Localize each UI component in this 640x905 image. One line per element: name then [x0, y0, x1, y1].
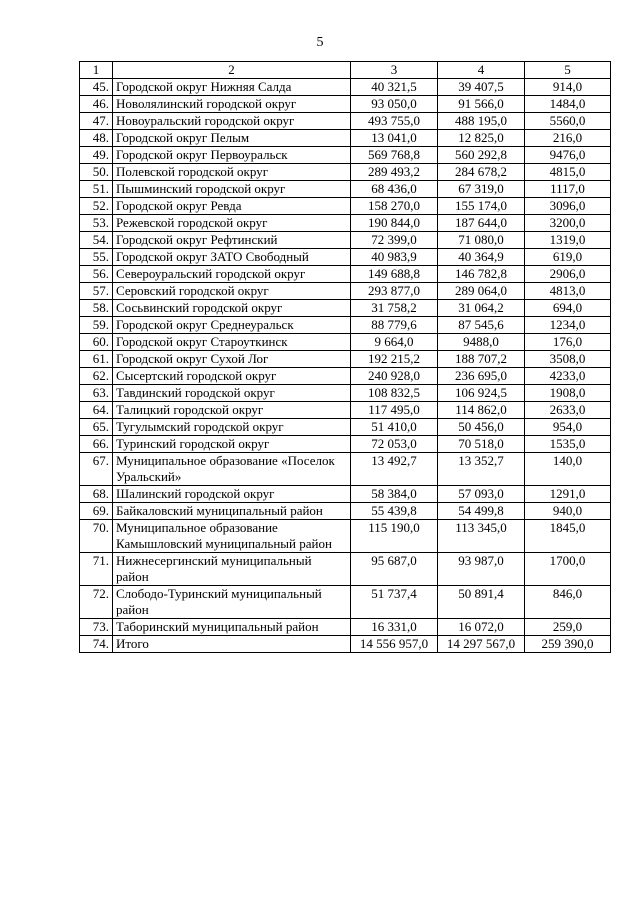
value-col5: 9476,0	[525, 147, 611, 164]
value-col5: 1908,0	[525, 385, 611, 402]
value-col4: 54 499,8	[438, 503, 525, 520]
value-col3: 115 190,0	[351, 520, 438, 553]
row-number: 65.	[80, 419, 113, 436]
municipality-name: Муниципальное образование Камышловский муниципальный район	[113, 520, 351, 553]
value-col5: 1700,0	[525, 553, 611, 586]
value-col4: 146 782,8	[438, 266, 525, 283]
table-row	[80, 283, 611, 300]
value-col5: 1117,0	[525, 181, 611, 198]
row-number: 57.	[80, 283, 113, 300]
value-col4: 106 924,5	[438, 385, 525, 402]
column-header-3: 3	[351, 62, 438, 79]
value-col3: 72 399,0	[351, 232, 438, 249]
table-row	[80, 164, 611, 181]
value-col5: 2906,0	[525, 266, 611, 283]
value-col3: 117 495,0	[351, 402, 438, 419]
value-col4: 284 678,2	[438, 164, 525, 181]
row-number: 68.	[80, 486, 113, 503]
value-col4: 87 545,6	[438, 317, 525, 334]
municipality-name: Байкаловский муниципальный район	[113, 503, 351, 520]
row-number: 53.	[80, 215, 113, 232]
table-row	[80, 385, 611, 402]
value-col3: 31 758,2	[351, 300, 438, 317]
value-col5: 1291,0	[525, 486, 611, 503]
value-col3: 240 928,0	[351, 368, 438, 385]
row-number: 61.	[80, 351, 113, 368]
value-col5: 1319,0	[525, 232, 611, 249]
value-col3: 293 877,0	[351, 283, 438, 300]
value-col4: 188 707,2	[438, 351, 525, 368]
value-col3: 9 664,0	[351, 334, 438, 351]
value-col4: 113 345,0	[438, 520, 525, 553]
table-row	[80, 300, 611, 317]
municipality-name: Городской округ Староуткинск	[113, 334, 351, 351]
value-col4: 31 064,2	[438, 300, 525, 317]
municipality-name: Пышминский городской округ	[113, 181, 351, 198]
value-col5: 3096,0	[525, 198, 611, 215]
value-col4: 50 891,4	[438, 586, 525, 619]
value-col3: 149 688,8	[351, 266, 438, 283]
value-col3: 72 053,0	[351, 436, 438, 453]
value-col4: 50 456,0	[438, 419, 525, 436]
municipality-name: Полевской городской округ	[113, 164, 351, 181]
column-header-2: 2	[113, 62, 351, 79]
municipality-name: Талицкий городской округ	[113, 402, 351, 419]
value-col4: 16 072,0	[438, 619, 525, 636]
value-col4: 40 364,9	[438, 249, 525, 266]
value-col4: 13 352,7	[438, 453, 525, 486]
value-col3: 68 436,0	[351, 181, 438, 198]
municipality-name: Нижнесергинский муниципальный район	[113, 553, 351, 586]
municipality-name: Сосьвинский городской округ	[113, 300, 351, 317]
value-col3: 51 737,4	[351, 586, 438, 619]
value-col5: 1535,0	[525, 436, 611, 453]
value-col5: 5560,0	[525, 113, 611, 130]
value-col3: 569 768,8	[351, 147, 438, 164]
row-number: 70.	[80, 520, 113, 553]
row-number: 64.	[80, 402, 113, 419]
value-col4: 488 195,0	[438, 113, 525, 130]
municipality-name: Таборинский муниципальный район	[113, 619, 351, 636]
value-col4: 187 644,0	[438, 215, 525, 232]
value-col5: 1845,0	[525, 520, 611, 553]
value-col5: 4815,0	[525, 164, 611, 181]
table-row	[80, 130, 611, 147]
value-col5: 1234,0	[525, 317, 611, 334]
value-col3: 16 331,0	[351, 619, 438, 636]
value-col3: 14 556 957,0	[351, 636, 438, 653]
table-row	[80, 419, 611, 436]
value-col5: 694,0	[525, 300, 611, 317]
table-row	[80, 249, 611, 266]
value-col3: 40 321,5	[351, 79, 438, 96]
table-header-row	[80, 62, 611, 79]
municipality-name: Серовский городской округ	[113, 283, 351, 300]
value-col5: 619,0	[525, 249, 611, 266]
value-col4: 560 292,8	[438, 147, 525, 164]
row-number: 72.	[80, 586, 113, 619]
table-row	[80, 486, 611, 503]
value-col4: 70 518,0	[438, 436, 525, 453]
value-col3: 190 844,0	[351, 215, 438, 232]
row-number: 46.	[80, 96, 113, 113]
value-col4: 9488,0	[438, 334, 525, 351]
table-row	[80, 351, 611, 368]
value-col4: 57 093,0	[438, 486, 525, 503]
row-number: 52.	[80, 198, 113, 215]
table-row	[80, 317, 611, 334]
value-col3: 158 270,0	[351, 198, 438, 215]
value-col4: 39 407,5	[438, 79, 525, 96]
municipality-name: Североуральский городской округ	[113, 266, 351, 283]
value-col5: 2633,0	[525, 402, 611, 419]
municipality-name: Городской округ Первоуральск	[113, 147, 351, 164]
value-col5: 176,0	[525, 334, 611, 351]
value-col5: 216,0	[525, 130, 611, 147]
municipality-name: Городской округ Пелым	[113, 130, 351, 147]
table-row	[80, 232, 611, 249]
value-col5: 259,0	[525, 619, 611, 636]
value-col5: 4233,0	[525, 368, 611, 385]
table-row	[80, 181, 611, 198]
value-col5: 3200,0	[525, 215, 611, 232]
value-col5: 940,0	[525, 503, 611, 520]
value-col3: 95 687,0	[351, 553, 438, 586]
value-col3: 13 492,7	[351, 453, 438, 486]
value-col4: 91 566,0	[438, 96, 525, 113]
column-header-5: 5	[525, 62, 611, 79]
value-col5: 4813,0	[525, 283, 611, 300]
municipality-name: Городской округ Нижняя Салда	[113, 79, 351, 96]
row-number: 67.	[80, 453, 113, 486]
table-row	[80, 198, 611, 215]
municipality-name: Сысертский городской округ	[113, 368, 351, 385]
value-col4: 14 297 567,0	[438, 636, 525, 653]
value-col3: 108 832,5	[351, 385, 438, 402]
table-row	[80, 520, 611, 553]
municipality-name: Туринский городской округ	[113, 436, 351, 453]
value-col4: 93 987,0	[438, 553, 525, 586]
municipality-name: Городской округ Ревда	[113, 198, 351, 215]
row-number: 58.	[80, 300, 113, 317]
municipality-name: Режевской городской округ	[113, 215, 351, 232]
table-row	[80, 147, 611, 164]
value-col5: 914,0	[525, 79, 611, 96]
table-row	[80, 586, 611, 619]
table-row	[80, 266, 611, 283]
row-number: 73.	[80, 619, 113, 636]
value-col5: 954,0	[525, 419, 611, 436]
value-col5: 140,0	[525, 453, 611, 486]
table-row	[80, 79, 611, 96]
row-number: 55.	[80, 249, 113, 266]
value-col3: 55 439,8	[351, 503, 438, 520]
table-row	[80, 215, 611, 232]
municipality-name: Городской округ Среднеуральск	[113, 317, 351, 334]
row-number: 50.	[80, 164, 113, 181]
table-row	[80, 113, 611, 130]
page-number: 5	[316, 35, 324, 50]
column-header-1: 1	[80, 62, 113, 79]
row-number: 69.	[80, 503, 113, 520]
table-row	[80, 334, 611, 351]
row-number: 48.	[80, 130, 113, 147]
municipality-name: Новоуральский городской округ	[113, 113, 351, 130]
row-number: 63.	[80, 385, 113, 402]
table-row	[80, 636, 611, 653]
table-row	[80, 619, 611, 636]
column-header-4: 4	[438, 62, 525, 79]
value-col3: 40 983,9	[351, 249, 438, 266]
row-number: 60.	[80, 334, 113, 351]
municipality-name: Итого	[113, 636, 351, 653]
municipality-name: Шалинский городской округ	[113, 486, 351, 503]
row-number: 74.	[80, 636, 113, 653]
value-col4: 289 064,0	[438, 283, 525, 300]
budget-table	[79, 61, 611, 653]
value-col5: 259 390,0	[525, 636, 611, 653]
row-number: 47.	[80, 113, 113, 130]
municipality-name: Новолялинский городской округ	[113, 96, 351, 113]
value-col3: 58 384,0	[351, 486, 438, 503]
row-number: 56.	[80, 266, 113, 283]
value-col3: 13 041,0	[351, 130, 438, 147]
row-number: 71.	[80, 553, 113, 586]
value-col5: 1484,0	[525, 96, 611, 113]
municipality-name: Слободо-Туринский муниципальный район	[113, 586, 351, 619]
value-col4: 67 319,0	[438, 181, 525, 198]
value-col4: 236 695,0	[438, 368, 525, 385]
municipality-name: Городской округ Рефтинский	[113, 232, 351, 249]
table-row	[80, 436, 611, 453]
row-number: 59.	[80, 317, 113, 334]
value-col5: 846,0	[525, 586, 611, 619]
value-col4: 12 825,0	[438, 130, 525, 147]
municipality-name: Городской округ Сухой Лог	[113, 351, 351, 368]
value-col3: 192 215,2	[351, 351, 438, 368]
table-row	[80, 402, 611, 419]
value-col4: 155 174,0	[438, 198, 525, 215]
value-col4: 71 080,0	[438, 232, 525, 249]
value-col3: 493 755,0	[351, 113, 438, 130]
row-number: 49.	[80, 147, 113, 164]
row-number: 66.	[80, 436, 113, 453]
value-col3: 93 050,0	[351, 96, 438, 113]
value-col4: 114 862,0	[438, 402, 525, 419]
value-col3: 289 493,2	[351, 164, 438, 181]
value-col3: 51 410,0	[351, 419, 438, 436]
municipality-name: Городской округ ЗАТО Свободный	[113, 249, 351, 266]
value-col3: 88 779,6	[351, 317, 438, 334]
table-row	[80, 503, 611, 520]
row-number: 54.	[80, 232, 113, 249]
table-row	[80, 96, 611, 113]
municipality-name: Тавдинский городской округ	[113, 385, 351, 402]
table-row	[80, 553, 611, 586]
row-number: 62.	[80, 368, 113, 385]
table-row	[80, 453, 611, 486]
value-col5: 3508,0	[525, 351, 611, 368]
municipality-name: Тугулымский городской округ	[113, 419, 351, 436]
table-row	[80, 368, 611, 385]
row-number: 51.	[80, 181, 113, 198]
municipality-name: Муниципальное образование «Поселок Уральский»	[113, 453, 351, 486]
row-number: 45.	[80, 79, 113, 96]
